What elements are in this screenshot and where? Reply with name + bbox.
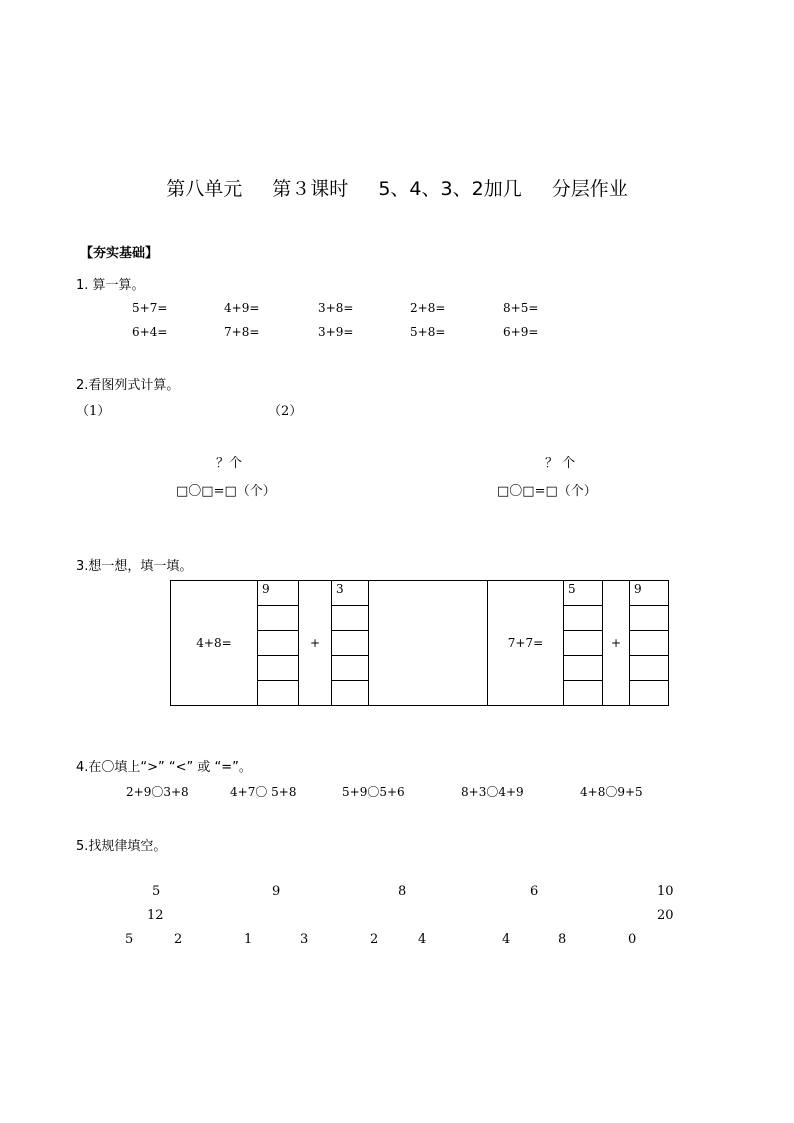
q5-label: 5.找规律填空。 — [76, 839, 167, 854]
title-type: 分层作业 — [551, 178, 628, 200]
q5-r3-n8: 8 — [558, 932, 567, 947]
q3-blank-cell[interactable] — [332, 681, 369, 706]
q1-r1-c3: 3+8= — [318, 301, 354, 315]
q2-question-mark-2: ？ 个 — [545, 456, 576, 471]
q5-r1-n3: 8 — [398, 884, 407, 899]
q4-item-1: 2+9〇3+8 — [126, 785, 189, 799]
q5-r3-n5: 2 — [370, 932, 379, 947]
q5-r3-n6: 4 — [418, 932, 427, 947]
q3-right-top-a: 5 — [564, 581, 603, 606]
q2-part2: （2） — [268, 404, 303, 419]
q1-r1-c5: 8+5= — [503, 301, 539, 315]
q3-right-top-b: 9 — [630, 581, 669, 606]
q3-blank-cell[interactable] — [332, 606, 369, 631]
q4-item-3: 5+9〇5+6 — [342, 785, 405, 799]
q3-blank-cell[interactable] — [630, 606, 669, 631]
q2-part1: （1） — [76, 404, 111, 419]
q5-r3-n2: 2 — [174, 932, 183, 947]
title-unit: 第八单元 — [166, 178, 243, 200]
q5-r3-n7: 4 — [502, 932, 511, 947]
q3-blank-cell[interactable] — [258, 631, 299, 656]
q1-r2-c1: 6+4= — [132, 325, 168, 339]
q3-right-plus: + — [603, 581, 630, 706]
q5-r2-n1: 12 — [147, 908, 164, 923]
q3-left-expr: 4+8= — [171, 581, 258, 706]
q1-label: 1. 算一算。 — [76, 278, 145, 293]
q5-r1-n5: 10 — [657, 884, 674, 899]
q1-r2-c2: 7+8= — [224, 325, 260, 339]
q3-right-expr: 7+7= — [488, 581, 564, 706]
q4-item-5: 4+8〇9+5 — [580, 785, 643, 799]
q5-r1-n1: 5 — [152, 884, 161, 899]
q3-blank-cell[interactable] — [564, 631, 603, 656]
q3-label: 3.想一想，填一填。 — [76, 559, 193, 574]
q5-r2-n2: 20 — [657, 908, 674, 923]
q1-r1-c4: 2+8= — [410, 301, 446, 315]
q2-formula-1: □〇□=□（个） — [176, 484, 276, 499]
q4-item-4: 8+3〇4+9 — [461, 785, 524, 799]
q3-left-top-b: 3 — [332, 581, 369, 606]
q5-r3-n1: 5 — [125, 932, 134, 947]
q4-item-2: 4+7〇 5+8 — [230, 785, 297, 799]
q3-gap-cell — [369, 581, 488, 706]
q3-blank-cell[interactable] — [564, 606, 603, 631]
q3-blank-cell[interactable] — [630, 681, 669, 706]
page-title — [0, 174, 794, 201]
q1-r2-c5: 6+9= — [503, 325, 539, 339]
q5-r1-n2: 9 — [272, 884, 281, 899]
q2-question-mark-1: ？个 — [216, 456, 243, 471]
q3-blank-cell[interactable] — [564, 656, 603, 681]
section-heading: 【夯实基础】 — [80, 246, 159, 261]
q5-r3-n9: 0 — [628, 932, 637, 947]
q5-r3-n4: 3 — [300, 932, 309, 947]
q4-label: 4.在〇填上“>” “<” 或 “=”。 — [76, 760, 252, 775]
q3-blank-cell[interactable] — [258, 656, 299, 681]
q3-blank-cell[interactable] — [630, 656, 669, 681]
q3-blank-cell[interactable] — [258, 606, 299, 631]
q2-formula-2: □〇□=□（个） — [497, 484, 597, 499]
q3-left-top-a: 9 — [258, 581, 299, 606]
q3-blank-cell[interactable] — [332, 656, 369, 681]
q2-label: 2.看图列式计算。 — [76, 378, 180, 393]
q3-blank-cell[interactable] — [332, 631, 369, 656]
q3-left-plus: + — [299, 581, 332, 706]
q3-blank-cell[interactable] — [630, 631, 669, 656]
title-lesson: 第３课时 — [272, 178, 349, 200]
q5-r3-n3: 1 — [244, 932, 253, 947]
q3-blank-cell[interactable] — [258, 681, 299, 706]
q3-blank-cell[interactable] — [564, 681, 603, 706]
title-topic: 5、4、3、2加几 — [378, 178, 522, 200]
q1-r1-c1: 5+7= — [132, 301, 168, 315]
q1-r2-c3: 3+9= — [318, 325, 354, 339]
q5-r1-n4: 6 — [530, 884, 539, 899]
q1-r2-c4: 5+8= — [410, 325, 446, 339]
q1-r1-c2: 4+9= — [224, 301, 260, 315]
q3-split-table — [170, 580, 669, 706]
